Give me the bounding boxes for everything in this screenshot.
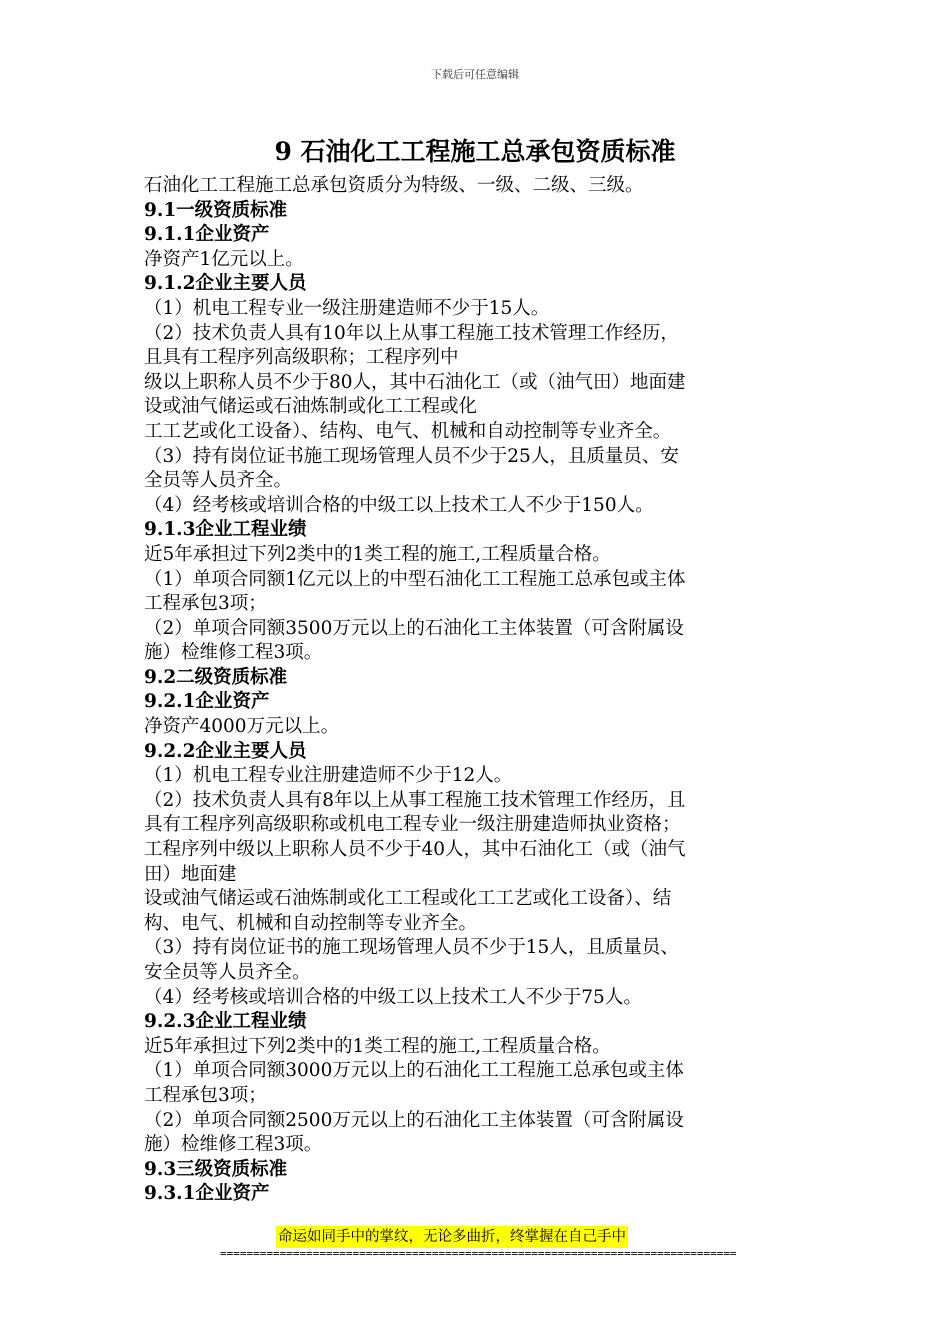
document-title: 9 石油化工工程施工总承包资质标准 bbox=[274, 137, 676, 166]
text-line: （2）单项合同额2500万元以上的石油化工主体装置（可含附属设 bbox=[144, 1109, 684, 1131]
text-line: （3）持有岗位证书施工现场管理人员不少于25人，且质量员、安 bbox=[144, 445, 679, 467]
text-line: （2）技术负责人具有8年以上从事工程施工技术管理工作经历，且 bbox=[144, 789, 686, 811]
text-line: 设或油气储运或石油炼制或化工工程或化工工艺或化工设备）、结 bbox=[144, 888, 672, 910]
text-line: 全员等人员齐全。 bbox=[144, 470, 293, 492]
document-body bbox=[144, 174, 810, 1207]
text-line: 石油化工工程施工总承包资质分为特级、一级、二级、三级。 bbox=[144, 175, 644, 196]
text-line: 工程承包3项； bbox=[144, 1084, 267, 1106]
text-line: 工工艺或化工设备）、结构、电气、机械和自动控制等专业齐全。 bbox=[144, 420, 672, 442]
section-heading: 9.2二级资质标准 bbox=[144, 666, 288, 688]
text-line: 构、电气、机械和自动控制等专业齐全。 bbox=[144, 912, 478, 934]
section-heading: 9.2.3企业工程业绩 bbox=[144, 1011, 307, 1033]
section-heading: 9.3三级资质标准 bbox=[144, 1158, 288, 1180]
text-line: （4）经考核或培训合格的中级工以上技术工人不少于75人。 bbox=[144, 986, 642, 1008]
text-line: 级以上职称人员不少于80人，其中石油化工（或（油气田）地面建 bbox=[144, 371, 686, 393]
text-line: 设或油气储运或石油炼制或化工工程或化 bbox=[144, 396, 478, 418]
text-line: 田）地面建 bbox=[144, 863, 237, 885]
text-line: （4）经考核或培训合格的中级工以上技术工人不少于150人。 bbox=[144, 494, 654, 516]
section-heading: 9.1.2企业主要人员 bbox=[144, 273, 307, 295]
text-line: 净资产1亿元以上。 bbox=[144, 248, 304, 270]
section-heading: 9.1.1企业资产 bbox=[144, 224, 270, 246]
text-line: 工程承包3项； bbox=[144, 593, 267, 615]
text-line: 工程序列中级以上职称人员不少于40人，其中石油化工（或（油气 bbox=[144, 839, 686, 861]
text-line: （1）单项合同额3000万元以上的石油化工工程施工总承包或主体 bbox=[144, 1060, 684, 1082]
text-line: （1）机电工程专业注册建造师不少于12人。 bbox=[144, 765, 513, 787]
text-line: （2）技术负责人具有10年以上从事工程施工技术管理工作经历， bbox=[144, 322, 679, 344]
text-line: 施）检维修工程3项。 bbox=[144, 642, 323, 664]
section-heading: 9.1一级资质标准 bbox=[144, 199, 288, 221]
text-line: （1）机电工程专业一级注册建造师不少于15人。 bbox=[144, 297, 550, 319]
section-heading: 9.3.1企业资产 bbox=[144, 1183, 270, 1205]
text-line: 净资产4000万元以上。 bbox=[144, 716, 340, 738]
page-header: 下载后可任意编辑 bbox=[431, 68, 519, 81]
text-line: 近5年承担过下列2类中的1类工程的施工,工程质量合格。 bbox=[144, 1035, 611, 1057]
section-heading: 9.1.3企业工程业绩 bbox=[144, 519, 307, 541]
text-line: （1）单项合同额1亿元以上的中型石油化工工程施工总承包或主体 bbox=[144, 568, 686, 590]
text-line: 具有工程序列高级职称或机电工程专业一级注册建造师执业资格； bbox=[144, 814, 681, 836]
text-line: 且具有工程序列高级职称；工程序列中 bbox=[144, 347, 459, 369]
text-line: （3）持有岗位证书的施工现场管理人员不少于15人，且质量员、 bbox=[144, 937, 679, 959]
text-line: （2）单项合同额3500万元以上的石油化工主体装置（可含附属设 bbox=[144, 617, 684, 639]
text-line: 施）检维修工程3项。 bbox=[144, 1134, 323, 1156]
section-heading: 9.2.1企业资产 bbox=[144, 691, 270, 713]
section-heading: 9.2.2企业主要人员 bbox=[144, 740, 307, 762]
footer-separator: ============================================================================== bbox=[220, 1247, 737, 1260]
text-line: 安全员等人员齐全。 bbox=[144, 962, 311, 983]
text-line: 近5年承担过下列2类中的1类工程的施工,工程质量合格。 bbox=[144, 543, 611, 565]
footer-highlight-quote: 命运如同手中的掌纹，无论多曲折，终掌握在自己手中 bbox=[276, 1226, 628, 1248]
